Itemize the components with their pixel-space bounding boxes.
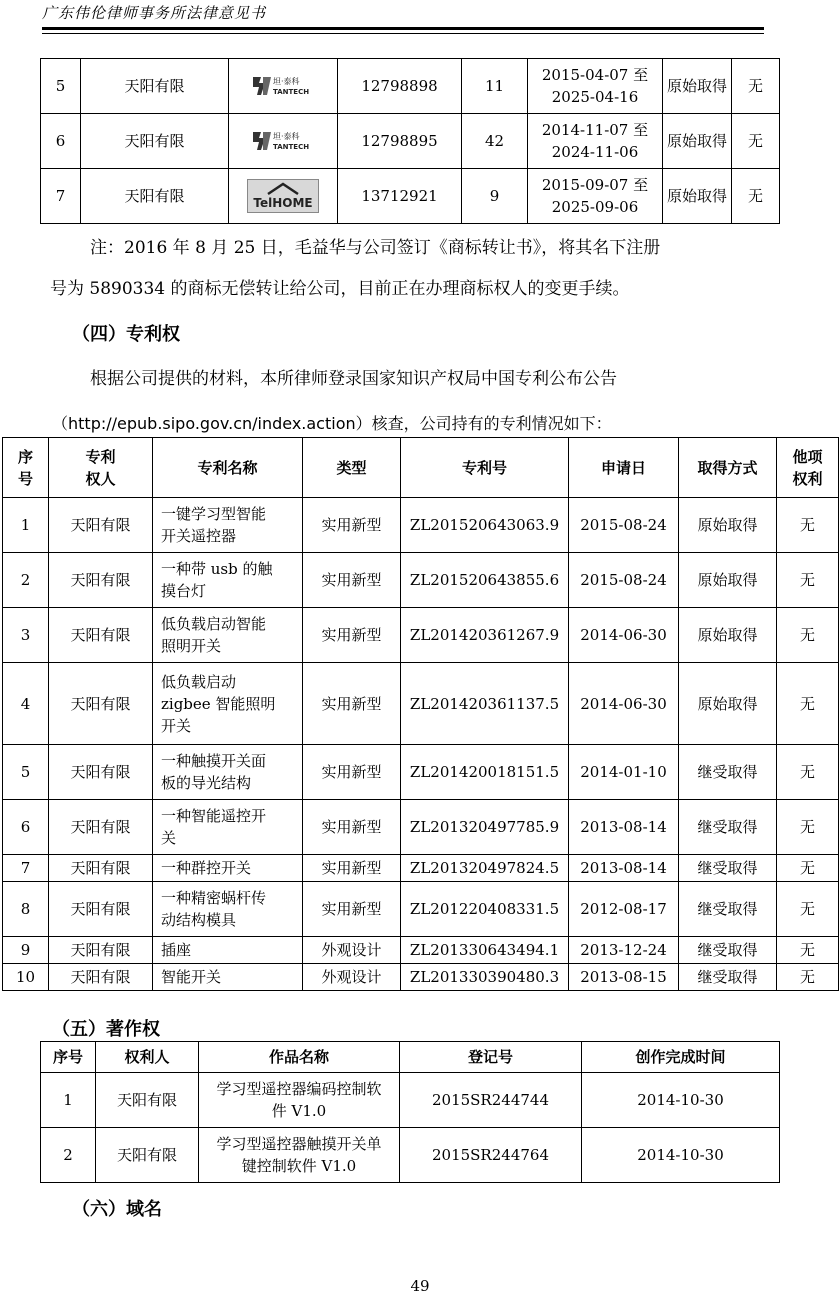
- cell-date: 2014-06-30: [569, 663, 679, 745]
- cell-owner: 天阳有限: [49, 663, 153, 745]
- col-acquisition: 取得方式: [679, 438, 777, 498]
- col-type: 类型: [303, 438, 401, 498]
- cell-other-rights: 无: [777, 882, 839, 937]
- col-date: 申请日: [569, 438, 679, 498]
- col-name: 专利名称: [153, 438, 303, 498]
- cell-acquisition: 原始取得: [679, 553, 777, 608]
- cell-owner: 天阳有限: [49, 937, 153, 964]
- cell-reg-no: 2015SR244764: [400, 1128, 582, 1183]
- col-other-rights: 他项 权利: [777, 438, 839, 498]
- patent-row: [3, 498, 839, 553]
- section-heading-copyright: （五）著作权: [52, 1019, 160, 1040]
- cell-class: 42: [462, 114, 528, 169]
- cell-reg-no: 12798898: [338, 59, 462, 114]
- col-owner: 权利人: [96, 1042, 199, 1073]
- cell-patent-name: 低负载启动 zigbee 智能照明 开关: [153, 663, 303, 745]
- cell-date: 2013-12-24: [569, 937, 679, 964]
- cell-period: 2015-04-07 至 2025-04-16: [528, 59, 663, 114]
- cell-acquisition: 继受取得: [679, 882, 777, 937]
- trademark-row: [41, 169, 780, 224]
- cell-patent-no: ZL201330390480.3: [401, 964, 569, 991]
- telhome-logo-icon: [247, 179, 319, 213]
- cell-date: 2015-08-24: [569, 498, 679, 553]
- cell-patent-no: ZL201320497824.5: [401, 855, 569, 882]
- section-heading-domains: （六）域名: [72, 1199, 162, 1220]
- cell-type: 实用新型: [303, 882, 401, 937]
- cell-acquisition: 原始取得: [679, 608, 777, 663]
- trademark-row: [41, 114, 780, 169]
- cell-reg-no: 2015SR244744: [400, 1073, 582, 1128]
- cell-work-name: 学习型遥控器编码控制软 件 V1.0: [199, 1073, 400, 1128]
- cell-patent-no: ZL201330643494.1: [401, 937, 569, 964]
- cell-patent-name: 一种触摸开关面 板的导光结构: [153, 745, 303, 800]
- cell-patent-name: 一种群控开关: [153, 855, 303, 882]
- cell-owner: 天阳有限: [49, 745, 153, 800]
- cell-owner: 天阳有限: [81, 59, 229, 114]
- patent-row: [3, 855, 839, 882]
- cell-type: 实用新型: [303, 663, 401, 745]
- cell-period: 2014-11-07 至 2024-11-06: [528, 114, 663, 169]
- patent-row: [3, 964, 839, 991]
- cell-other-rights: 无: [777, 663, 839, 745]
- col-no: 序 号: [3, 438, 49, 498]
- copyright-table: [40, 1041, 780, 1183]
- cell-no: 9: [3, 937, 49, 964]
- cell-class: 9: [462, 169, 528, 224]
- cell-other-rights: 无: [777, 608, 839, 663]
- col-date: 创作完成时间: [582, 1042, 780, 1073]
- cell-patent-no: ZL201520643063.9: [401, 498, 569, 553]
- cell-no: 2: [3, 553, 49, 608]
- cell-owner: 天阳有限: [49, 882, 153, 937]
- cell-date: 2012-08-17: [569, 882, 679, 937]
- cell-acquisition: 原始取得: [663, 169, 732, 224]
- cell-class: 11: [462, 59, 528, 114]
- copyright-header-row: [41, 1042, 780, 1073]
- copyright-row: [41, 1073, 780, 1128]
- col-work-name: 作品名称: [199, 1042, 400, 1073]
- header-rule-thick: [42, 27, 764, 30]
- cell-owner: 天阳有限: [49, 553, 153, 608]
- cell-type: 实用新型: [303, 608, 401, 663]
- cell-owner: 天阳有限: [96, 1128, 199, 1183]
- cell-type: 实用新型: [303, 553, 401, 608]
- cell-patent-no: ZL201420361137.5: [401, 663, 569, 745]
- patent-row: [3, 882, 839, 937]
- cell-owner: 天阳有限: [49, 800, 153, 855]
- cell-type: 外观设计: [303, 964, 401, 991]
- cell-no: 3: [3, 608, 49, 663]
- cell-no: 7: [3, 855, 49, 882]
- cell-acquisition: 原始取得: [663, 114, 732, 169]
- cell-owner: 天阳有限: [81, 114, 229, 169]
- cell-acquisition: 继受取得: [679, 937, 777, 964]
- patent-row: [3, 553, 839, 608]
- svg-text:TANTECH: TANTECH: [273, 88, 310, 96]
- patent-row: [3, 608, 839, 663]
- cell-reg-no: 13712921: [338, 169, 462, 224]
- copyright-row: [41, 1128, 780, 1183]
- cell-work-name: 学习型遥控器触摸开关单 键控制软件 V1.0: [199, 1128, 400, 1183]
- document-header: 广东伟伦律师事务所法律意见书: [42, 4, 267, 22]
- cell-patent-name: 插座: [153, 937, 303, 964]
- cell-type: 实用新型: [303, 498, 401, 553]
- cell-date: 2014-01-10: [569, 745, 679, 800]
- cell-date: 2013-08-14: [569, 800, 679, 855]
- patent-row: [3, 745, 839, 800]
- cell-no: 10: [3, 964, 49, 991]
- cell-date: 2014-06-30: [569, 608, 679, 663]
- col-owner: 专利 权人: [49, 438, 153, 498]
- cell-acquisition: 继受取得: [679, 800, 777, 855]
- cell-date: 2013-08-15: [569, 964, 679, 991]
- cell-no: 1: [41, 1073, 96, 1128]
- trademark-table: [40, 58, 780, 224]
- cell-owner: 天阳有限: [49, 964, 153, 991]
- cell-no: 7: [41, 169, 81, 224]
- cell-other-rights: 无: [777, 964, 839, 991]
- cell-logo: [229, 59, 338, 114]
- patent-intro-line-2: （http://epub.sipo.gov.cn/index.action）核查，公司持有的专利情况如下：: [52, 414, 612, 433]
- cell-other-rights: 无: [777, 498, 839, 553]
- cell-reg-no: 12798895: [338, 114, 462, 169]
- cell-no: 8: [3, 882, 49, 937]
- cell-other-rights: 无: [777, 800, 839, 855]
- cell-acquisition: 原始取得: [663, 59, 732, 114]
- svg-text:坦·泰科: 坦·泰科: [273, 132, 300, 141]
- cell-date: 2013-08-14: [569, 855, 679, 882]
- cell-owner: 天阳有限: [81, 169, 229, 224]
- note-line-2: 号为 5890334 的商标无偿转让给公司，目前正在办理商标权人的变更手续。: [50, 279, 630, 299]
- cell-other-rights: 无: [732, 59, 780, 114]
- svg-text:TelHOME: TelHOME: [253, 196, 313, 210]
- cell-acquisition: 继受取得: [679, 964, 777, 991]
- cell-patent-no: ZL201520643855.6: [401, 553, 569, 608]
- cell-other-rights: 无: [777, 745, 839, 800]
- cell-type: 外观设计: [303, 937, 401, 964]
- cell-patent-no: ZL201220408331.5: [401, 882, 569, 937]
- cell-logo: [229, 169, 338, 224]
- cell-no: 6: [3, 800, 49, 855]
- cell-period: 2015-09-07 至 2025-09-06: [528, 169, 663, 224]
- cell-acquisition: 原始取得: [679, 663, 777, 745]
- cell-logo: [229, 114, 338, 169]
- cell-patent-name: 一种精密蜗杆传 动结构模具: [153, 882, 303, 937]
- svg-text:TANTECH: TANTECH: [273, 143, 310, 151]
- cell-acquisition: 原始取得: [679, 498, 777, 553]
- cell-no: 1: [3, 498, 49, 553]
- cell-patent-name: 低负载启动智能 照明开关: [153, 608, 303, 663]
- svg-text:坦·泰科: 坦·泰科: [273, 77, 300, 86]
- patent-row: [3, 663, 839, 745]
- cell-date: 2015-08-24: [569, 553, 679, 608]
- patent-table: [2, 437, 839, 991]
- cell-patent-name: 一种带 usb 的触 摸台灯: [153, 553, 303, 608]
- col-no: 序号: [41, 1042, 96, 1073]
- patent-row: [3, 937, 839, 964]
- cell-owner: 天阳有限: [49, 608, 153, 663]
- patent-row: [3, 800, 839, 855]
- cell-other-rights: 无: [777, 553, 839, 608]
- cell-acquisition: 继受取得: [679, 745, 777, 800]
- note-line-1: 注：2016 年 8 月 25 日，毛益华与公司签订《商标转让书》，将其名下注册: [90, 238, 661, 258]
- cell-type: 实用新型: [303, 745, 401, 800]
- tantech-logo-icon: [251, 128, 315, 154]
- cell-date: 2014-10-30: [582, 1073, 780, 1128]
- cell-patent-name: 智能开关: [153, 964, 303, 991]
- cell-owner: 天阳有限: [49, 498, 153, 553]
- header-rule-thin: [42, 33, 764, 34]
- cell-no: 2: [41, 1128, 96, 1183]
- cell-no: 6: [41, 114, 81, 169]
- section-heading-patents: （四）专利权: [72, 324, 180, 345]
- cell-patent-no: ZL201420018151.5: [401, 745, 569, 800]
- cell-patent-name: 一种智能遥控开 关: [153, 800, 303, 855]
- cell-type: 实用新型: [303, 800, 401, 855]
- patent-intro-line-1: 根据公司提供的材料，本所律师登录国家知识产权局中国专利公布公告: [90, 369, 617, 389]
- cell-owner: 天阳有限: [96, 1073, 199, 1128]
- col-reg-no: 登记号: [400, 1042, 582, 1073]
- cell-date: 2014-10-30: [582, 1128, 780, 1183]
- cell-type: 实用新型: [303, 855, 401, 882]
- page-number: 49: [410, 1277, 430, 1295]
- cell-other-rights: 无: [777, 937, 839, 964]
- cell-no: 4: [3, 663, 49, 745]
- cell-owner: 天阳有限: [49, 855, 153, 882]
- cell-other-rights: 无: [732, 169, 780, 224]
- cell-other-rights: 无: [732, 114, 780, 169]
- col-patent-no: 专利号: [401, 438, 569, 498]
- patent-header-row: [3, 438, 839, 498]
- cell-patent-no: ZL201320497785.9: [401, 800, 569, 855]
- tantech-logo-icon: [251, 73, 315, 99]
- cell-patent-no: ZL201420361267.9: [401, 608, 569, 663]
- cell-patent-name: 一键学习型智能 开关遥控器: [153, 498, 303, 553]
- cell-acquisition: 继受取得: [679, 855, 777, 882]
- trademark-row: [41, 59, 780, 114]
- cell-other-rights: 无: [777, 855, 839, 882]
- cell-no: 5: [3, 745, 49, 800]
- cell-no: 5: [41, 59, 81, 114]
